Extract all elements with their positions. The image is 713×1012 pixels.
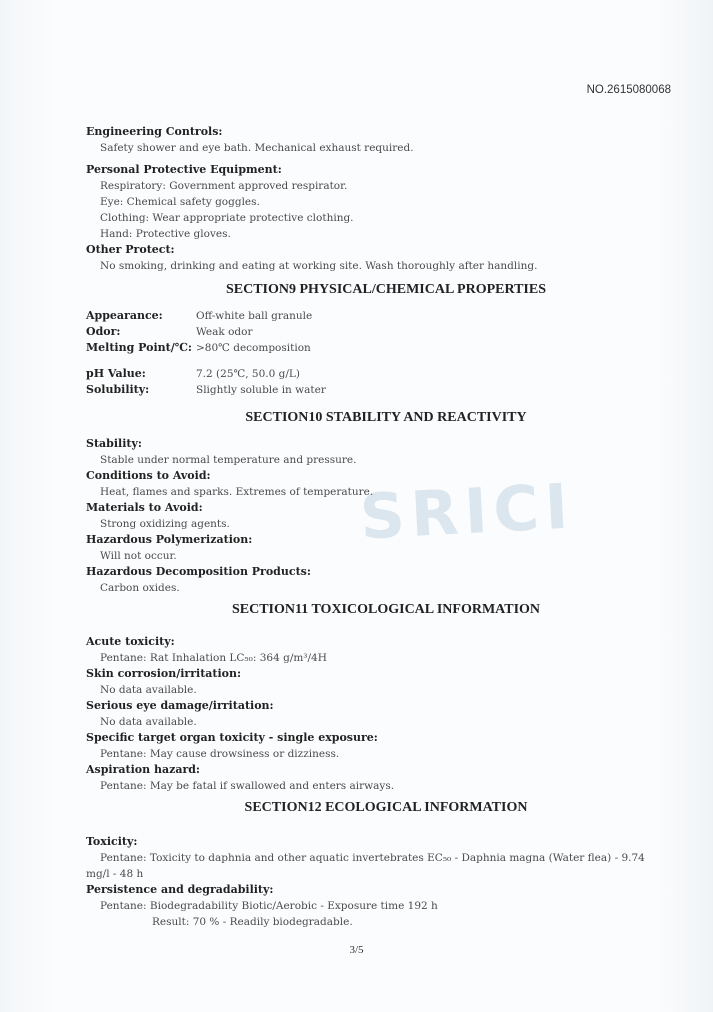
document-number: NO.2615080068 [586, 84, 671, 96]
other-protect-label: Other Protect: [86, 243, 175, 256]
toxicity-label: Toxicity: [86, 835, 138, 848]
polymerization-label: Hazardous Polymerization: [86, 533, 253, 546]
property-value: Slightly soluble in water [196, 384, 326, 396]
property-label: Appearance: [86, 309, 163, 322]
property-label: Solubility: [86, 383, 150, 396]
section12-title: SECTION12 ECOLOGICAL INFORMATION [244, 800, 528, 815]
section9-properties [86, 308, 686, 398]
section12-items [86, 834, 686, 930]
conditions-label: Conditions to Avoid: [86, 469, 211, 482]
ppe-item: Respiratory: Government approved respirator. [100, 180, 348, 192]
property-row [86, 382, 686, 398]
other-protect [86, 242, 686, 274]
property-row [86, 340, 686, 356]
toxicity-text-cont: mg/l - 48 h [86, 868, 144, 880]
decomposition-label: Hazardous Decomposition Products: [86, 565, 311, 578]
page-number: 3/5 [349, 944, 364, 956]
section10-items [86, 436, 686, 596]
ppe-block [86, 162, 686, 242]
watermark-logo: SRICI [358, 469, 576, 554]
ppe-label: Personal Protective Equipment: [86, 163, 282, 176]
toxicity-text: Pentane: Toxicity to daphnia and other aquatic invertebrates EC₅₀ - Daphnia magna (Water flea) - 9.74 [100, 852, 645, 864]
aspiration-label: Aspiration hazard: [86, 763, 200, 776]
section9-title: SECTION9 PHYSICAL/CHEMICAL PROPERTIES [225, 282, 546, 297]
document-body [86, 124, 686, 930]
section11-items [86, 634, 686, 794]
acute-toxicity-text: Pentane: Rat Inhalation LC₅₀: 364 g/m³/4H [100, 652, 327, 664]
acute-toxicity-label: Acute toxicity: [86, 635, 175, 648]
conditions-text: Heat, flames and sparks. Extremes of temperature. [100, 486, 374, 498]
persistence-label: Persistence and degradability: [86, 883, 274, 896]
property-value: 7.2 (25℃, 50.0 g/L) [196, 368, 300, 380]
property-row [86, 308, 686, 324]
materials-text: Strong oxidizing agents. [100, 518, 230, 530]
property-label: Melting Point/℃: [86, 341, 192, 354]
ppe-item: Eye: Chemical safety goggles. [100, 196, 260, 208]
section11-title: SECTION11 TOXICOLOGICAL INFORMATION [231, 602, 541, 617]
polymerization-text: Will not occur. [100, 550, 177, 562]
property-value: >80℃ decomposition [196, 342, 311, 354]
property-value: Off-white ball granule [196, 310, 313, 322]
property-row [86, 366, 686, 382]
eye-text: No data available. [100, 716, 197, 728]
property-row [86, 324, 686, 340]
stot-text: Pentane: May cause drowsiness or dizziness. [100, 748, 340, 760]
materials-label: Materials to Avoid: [86, 501, 203, 514]
property-value: Weak odor [196, 326, 253, 338]
persistence-text: Pentane: Biodegradability Biotic/Aerobic - Exposure time 192 h [100, 900, 438, 912]
ppe-item: Hand: Protective gloves. [100, 228, 231, 240]
engineering-controls-label: Engineering Controls: [86, 125, 223, 138]
decomposition-text: Carbon oxides. [100, 582, 180, 594]
stot-label: Specific target organ toxicity - single exposure: [86, 731, 378, 744]
ppe-item: Clothing: Wear appropriate protective clothing. [100, 212, 354, 224]
section10-title: SECTION10 STABILITY AND REACTIVITY [245, 410, 527, 425]
skin-text: No data available. [100, 684, 197, 696]
property-label: Odor: [86, 325, 121, 338]
skin-label: Skin corrosion/irritation: [86, 667, 242, 680]
property-label: pH Value: [86, 367, 146, 380]
stability-text: Stable under normal temperature and pressure. [100, 454, 357, 466]
aspiration-text: Pentane: May be fatal if swallowed and enters airways. [100, 780, 395, 792]
other-protect-text: No smoking, drinking and eating at working site. Wash thoroughly after handling. [100, 260, 538, 272]
eye-label: Serious eye damage/irritation: [86, 699, 274, 712]
engineering-controls [86, 124, 686, 156]
engineering-controls-text: Safety shower and eye bath. Mechanical exhaust required. [100, 142, 414, 154]
persistence-result: Result: 70 % - Readily biodegradable. [152, 916, 353, 928]
stability-label: Stability: [86, 437, 142, 450]
